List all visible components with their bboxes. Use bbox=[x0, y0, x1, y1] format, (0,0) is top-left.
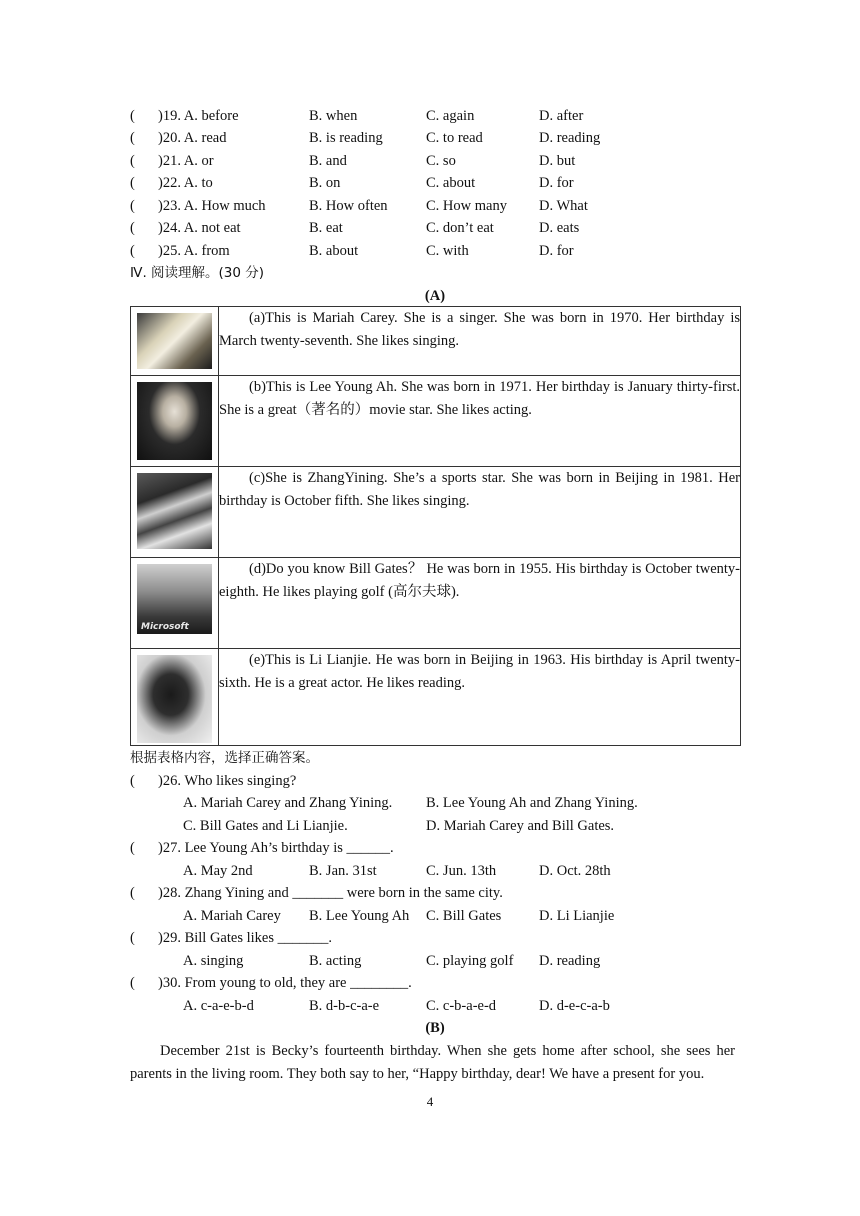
question-stem: )24. A. not eat bbox=[158, 220, 241, 236]
option-a: A. Mariah Carey bbox=[183, 908, 281, 924]
option-d: D. d-e-c-a-b bbox=[539, 998, 610, 1014]
li-lianjie-photo bbox=[137, 655, 212, 743]
option-a: A. Mariah Carey and Zhang Yining. bbox=[183, 795, 393, 811]
passage-a-title: (A) bbox=[424, 288, 446, 304]
bill-gates-photo bbox=[137, 564, 212, 634]
option-c: C. to read bbox=[426, 130, 483, 146]
answer-bracket: ( bbox=[130, 175, 135, 191]
instruction-text: 根据表格内容，选择正确答案。 bbox=[130, 750, 319, 766]
option-b: B. How often bbox=[309, 198, 388, 214]
answer-bracket: ( bbox=[130, 840, 135, 856]
zhang-yining-photo bbox=[137, 473, 212, 549]
table-row bbox=[131, 307, 741, 376]
passage-b-text: December 21st is Becky’s fourteenth birthday. When she gets home after school, she sees her parents in the living room. They both say to her, “Happy birthday, dear! We have a present for you. bbox=[130, 1043, 735, 1082]
option-d: D. eats bbox=[539, 220, 580, 236]
microsoft-logo-text: Microsoft bbox=[141, 622, 189, 632]
option-d: D. Li Lianjie bbox=[539, 908, 615, 924]
option-c: C. so bbox=[426, 153, 456, 169]
option-b: B. Jan. 31st bbox=[309, 863, 377, 879]
row-text: (d)Do you know Bill Gates？ He was born in 1955. His birthday is October twenty-eighth. He likes playing golf (高尔夫球). bbox=[219, 558, 741, 649]
option-b: B. eat bbox=[309, 220, 343, 236]
option-b: B. when bbox=[309, 108, 358, 124]
row-text: (a)This is Mariah Carey. She is a singer. She was born in 1970. Her birthday is March twenty-seventh. She likes singing. bbox=[219, 307, 741, 376]
question-stem: )21. A. or bbox=[158, 153, 214, 169]
question-stem: )28. Zhang Yining and _______ were born in the same city. bbox=[158, 885, 503, 901]
option-d: D. Oct. 28th bbox=[539, 863, 611, 879]
question-stem: )29. Bill Gates likes _______. bbox=[158, 930, 332, 946]
info-table bbox=[130, 306, 741, 746]
question-stem: )26. Who likes singing? bbox=[158, 773, 297, 789]
question-stem: )20. A. read bbox=[158, 130, 227, 146]
row-text: (e)This is Li Lianjie. He was born in Beijing in 1963. His birthday is April twenty-sixth. He is a great actor. He likes reading. bbox=[219, 649, 741, 746]
section-heading: Ⅳ. 阅读理解。(30 分) bbox=[130, 265, 265, 281]
option-b: B. is reading bbox=[309, 130, 383, 146]
answer-bracket: ( bbox=[130, 975, 135, 991]
option-c: C. Jun. 13th bbox=[426, 863, 497, 879]
option-d: D. What bbox=[539, 198, 588, 214]
row-text: (c)She is ZhangYining. She’s a sports star. She was born in Beijing in 1981. Her birthday is October fifth. She likes singing. bbox=[219, 467, 741, 558]
row-text: (b)This is Lee Young Ah. She was born in 1971. Her birthday is January thirty-first. She is a great（著名的）movie star. She likes acting. bbox=[219, 376, 741, 467]
option-d: D. for bbox=[539, 243, 574, 259]
table-row bbox=[131, 649, 741, 746]
answer-bracket: ( bbox=[130, 773, 135, 789]
question-stem: )30. From young to old, they are ________. bbox=[158, 975, 412, 991]
option-c: C. with bbox=[426, 243, 469, 259]
option-d: D. but bbox=[539, 153, 576, 169]
option-b: B. d-b-c-a-e bbox=[309, 998, 380, 1014]
option-b: B. on bbox=[309, 175, 341, 191]
option-c: C. How many bbox=[426, 198, 507, 214]
table-row bbox=[131, 467, 741, 558]
passage-b-title: (B) bbox=[425, 1020, 445, 1036]
page-number: 4 bbox=[426, 1094, 434, 1109]
table-row bbox=[131, 558, 741, 649]
option-a: A. singing bbox=[183, 953, 244, 969]
option-c: C. don’t eat bbox=[426, 220, 494, 236]
option-d: D. for bbox=[539, 175, 574, 191]
option-a: A. May 2nd bbox=[183, 863, 253, 879]
lee-young-ah-photo bbox=[137, 382, 212, 460]
option-b: B. and bbox=[309, 153, 347, 169]
answer-bracket: ( bbox=[130, 243, 135, 259]
option-c: C. playing golf bbox=[426, 953, 514, 969]
option-c: C. again bbox=[426, 108, 475, 124]
question-stem: )27. Lee Young Ah’s birthday is ______. bbox=[158, 840, 394, 856]
option-a: A. c-a-e-b-d bbox=[183, 998, 254, 1014]
option-c: C. Bill Gates and Li Lianjie. bbox=[183, 818, 348, 834]
option-d: D. reading bbox=[539, 953, 601, 969]
mariah-carey-photo bbox=[137, 313, 212, 369]
answer-bracket: ( bbox=[130, 198, 135, 214]
question-stem: )22. A. to bbox=[158, 175, 213, 191]
option-c: C. about bbox=[426, 175, 476, 191]
answer-bracket: ( bbox=[130, 130, 135, 146]
answer-bracket: ( bbox=[130, 108, 135, 124]
answer-bracket: ( bbox=[130, 885, 135, 901]
table-row bbox=[131, 376, 741, 467]
option-d: D. Mariah Carey and Bill Gates. bbox=[426, 818, 615, 834]
question-stem: )23. A. How much bbox=[158, 198, 266, 214]
answer-bracket: ( bbox=[130, 220, 135, 236]
option-b: B. acting bbox=[309, 953, 362, 969]
answer-bracket: ( bbox=[130, 930, 135, 946]
option-c: C. c-b-a-e-d bbox=[426, 998, 497, 1014]
option-c: C. Bill Gates bbox=[426, 908, 502, 924]
option-b: B. about bbox=[309, 243, 359, 259]
option-b: B. Lee Young Ah bbox=[309, 908, 410, 924]
option-d: D. after bbox=[539, 108, 584, 124]
question-stem: )19. A. before bbox=[158, 108, 239, 124]
answer-bracket: ( bbox=[130, 153, 135, 169]
question-stem: )25. A. from bbox=[158, 243, 230, 259]
option-b: B. Lee Young Ah and Zhang Yining. bbox=[426, 795, 638, 811]
option-d: D. reading bbox=[539, 130, 601, 146]
